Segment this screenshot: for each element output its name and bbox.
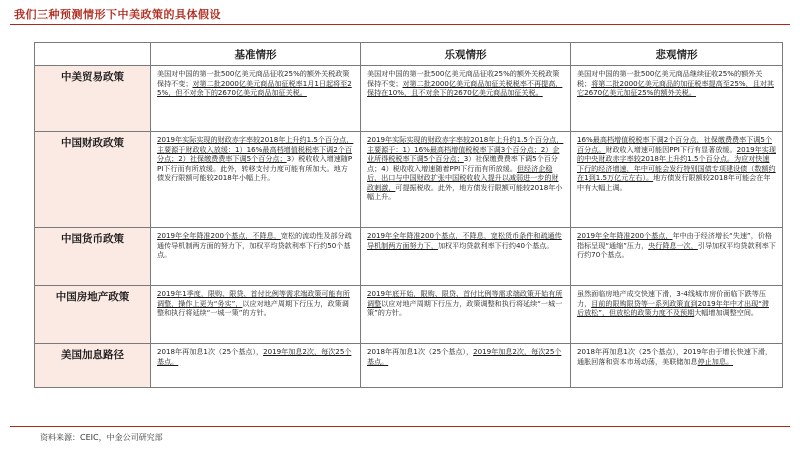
- cell-text-segment: 可提振税收。此外，地方债发行限额可能较2018年小幅上升。: [367, 182, 563, 201]
- cell-text-segment: 大幅增加调整空间。: [694, 308, 759, 317]
- cell-text-segment: 2019年实现的中央财政赤字率较2018年上升约1.5个百分点。: [577, 144, 776, 163]
- cell-pessimistic: [571, 228, 783, 286]
- row-label: 中美贸易政策: [35, 66, 151, 132]
- row-fiscal-policy: [35, 132, 783, 228]
- cell-text-segment: 以应对地产周期下行压力，政策调整和执行将延续“一城一策”的方针。: [157, 298, 349, 317]
- cell-text-segment: 目前的限购限贷等一系列政策直到2019年年中才出现“滞后放松”，但放松的政策力度不及预期: [577, 298, 769, 317]
- row-trade-policy: [35, 66, 783, 132]
- cell-pessimistic: [571, 66, 783, 132]
- header-optimistic-case: 乐观情形: [361, 43, 571, 66]
- header-corner: [35, 43, 151, 66]
- cell-text-segment: 主要源于：1）16%最高档增值税税率下调3个百分点；2）企业所得税税率下调5个百分点；: [367, 144, 560, 163]
- row-label: 美国加息路径: [35, 344, 151, 388]
- cell-text-segment: 对第二批2000亿美元商品加征关税税率不再提高，保持在10%，且不对余下的2670亿美元商品加征关税。: [367, 78, 563, 97]
- cell-optimistic: [361, 132, 571, 228]
- cell-text-segment: 财政收入增速可能因PPI下行有显著放缓。: [605, 144, 737, 154]
- cell-text-segment: 2019年加息2次，每次25个基点。: [157, 347, 352, 366]
- cell-base: [151, 132, 361, 228]
- cell-text-segment: 2018年再加息1次（25个基点），: [367, 347, 474, 356]
- cell-pessimistic: [571, 344, 783, 388]
- cell-optimistic: [361, 344, 571, 388]
- cell-base: [151, 344, 361, 388]
- cell-text-segment: 加权平均贷款利率下行约40个基点。: [437, 240, 554, 250]
- cell-text-segment: 宽松的流动性及部分疏通传导机制两方面的努力下，加权平均贷款利率下行约50个基点。: [157, 231, 352, 259]
- footer-divider: [10, 426, 790, 427]
- cell-text-segment: 2019年全年降准200个基点，不降息，宽松货币条件和疏通传导机制两方面努力下，: [367, 231, 562, 250]
- cell-text-segment: 美国对中国的第一批500亿美元商品征收25%的额外关税政策保持不变；: [367, 69, 560, 88]
- row-monetary-policy: [35, 228, 783, 286]
- row-property-policy: [35, 286, 783, 344]
- cell-text-segment: 年中由于经济增长“失速”，价格指标呈现“通缩”压力，: [577, 231, 773, 250]
- cell-text-segment: 2019年底开始，限购、限贷、首付比例等需求端政策开始有所调整: [367, 289, 563, 308]
- cell-text-segment: 但经济企稳后，出口与中国财政扩张中国税收收入提升以减弱进一步的财政刺激，: [367, 163, 559, 192]
- header-base-case: 基准情形: [151, 43, 361, 66]
- source-note: 资料来源：CEIC，中金公司研究部: [40, 433, 163, 442]
- cell-optimistic: [361, 228, 571, 286]
- cell-text-segment: 3）社保缴费费率下调5个百分点；4）税收收入增速随着PPI下行而有所放缓。: [367, 154, 558, 173]
- policy-assumption-table: [34, 42, 783, 388]
- cell-text-segment: 主要源于财政收入放缓：1）16%最高档增值税税率下调2个百分点；2）社保缴费费率下调5个百分点；: [157, 144, 353, 163]
- cell-text-segment: 2019年1季度，限购、限贷、首付比例等需求端政策可能有所调整，操作上更为“务实”，: [157, 289, 350, 308]
- cell-pessimistic: [571, 132, 783, 228]
- cell-base: [151, 228, 361, 286]
- cell-pessimistic: [571, 286, 783, 344]
- cell-text-segment: 地方债发行限额较2018年可能会在年中有大幅上调。: [577, 173, 771, 192]
- cell-text-segment: 2019年实际实现的财政赤字率较2018年上升约1.5个百分点，: [367, 135, 564, 144]
- cell-text-segment: 对第二批2000亿美元商品加征税率1月1日起将至25%，但不对余下的2670亿美元商品加征关税。: [157, 78, 352, 97]
- cell-optimistic: [361, 66, 571, 132]
- cell-text-segment: 2019年加息2次，每次25个基点。: [367, 347, 562, 366]
- header-pessimistic-case: 悲观情形: [571, 43, 783, 66]
- cell-text-segment: 2019年全年降准200个基点，不降息，: [157, 231, 281, 240]
- table-header-row: [35, 43, 783, 66]
- cell-text-segment: 美国对中国的第一批500亿美元商品征收25%的额外关税政策保持不变；: [157, 69, 350, 88]
- cell-text-segment: 为应对快速下行的经济增速，年中可能会发行特别国债专项建设债（数额约在1到1.5万亿元左右）。: [577, 154, 776, 182]
- cell-text-segment: 2018年再加息1次（25个基点），: [157, 347, 264, 356]
- cell-base: [151, 286, 361, 344]
- cell-optimistic: [361, 286, 571, 344]
- row-label: 中国房地产政策: [35, 286, 151, 344]
- cell-text-segment: 2019年实际实现的财政赤字率较2018年上升约1.5个百分点，: [157, 135, 354, 144]
- cell-text-segment: 央行降息一次，: [648, 240, 698, 250]
- cell-text-segment: 16%最高档增值税税率下调2个百分点，社保缴费费率下调5个百分点。: [577, 135, 773, 154]
- cell-text-segment: 停止加息。: [697, 356, 734, 366]
- row-us-rate-path: [35, 344, 783, 388]
- title-divider: [10, 24, 790, 25]
- cell-text-segment: 虽然面临房地产成交快速下滑，3-4线城市房价面临下跌等压力，: [577, 289, 766, 308]
- cell-text-segment: 3）税收收入增速随PPI下行而有所放缓。此外，转移支付力度可能有所加大。地方债发行限额可能较2018年小幅上升。: [157, 154, 353, 182]
- cell-base: [151, 66, 361, 132]
- cell-text-segment: 引导加权平均贷款利率下行约70个基点。: [577, 240, 776, 259]
- cell-text-segment: 美国对中国的第一批500亿美元商品继续征收25%的额外关税；: [577, 69, 763, 88]
- row-label: 中国货币政策: [35, 228, 151, 286]
- cell-text-segment: 将第二批2000亿美元商品的加征税率提高至25%，且对其它2670亿美元加征25%的额外关税。: [577, 78, 774, 97]
- cell-text-segment: 2018年再加息1次（25个基点），2019年由于增长快速下滑，通胀回落和资本市场动荡，美联储加息: [577, 347, 773, 366]
- cell-text-segment: 2019年全年降准200个基点，: [577, 231, 673, 240]
- cell-text-segment: 以应对地产周期下行压力，政策调整和执行将延续“一城一策”的方针。: [367, 298, 563, 317]
- row-label: 中国财政政策: [35, 132, 151, 228]
- page-title: 我们三种预测情形下中美政策的具体假设: [14, 8, 221, 21]
